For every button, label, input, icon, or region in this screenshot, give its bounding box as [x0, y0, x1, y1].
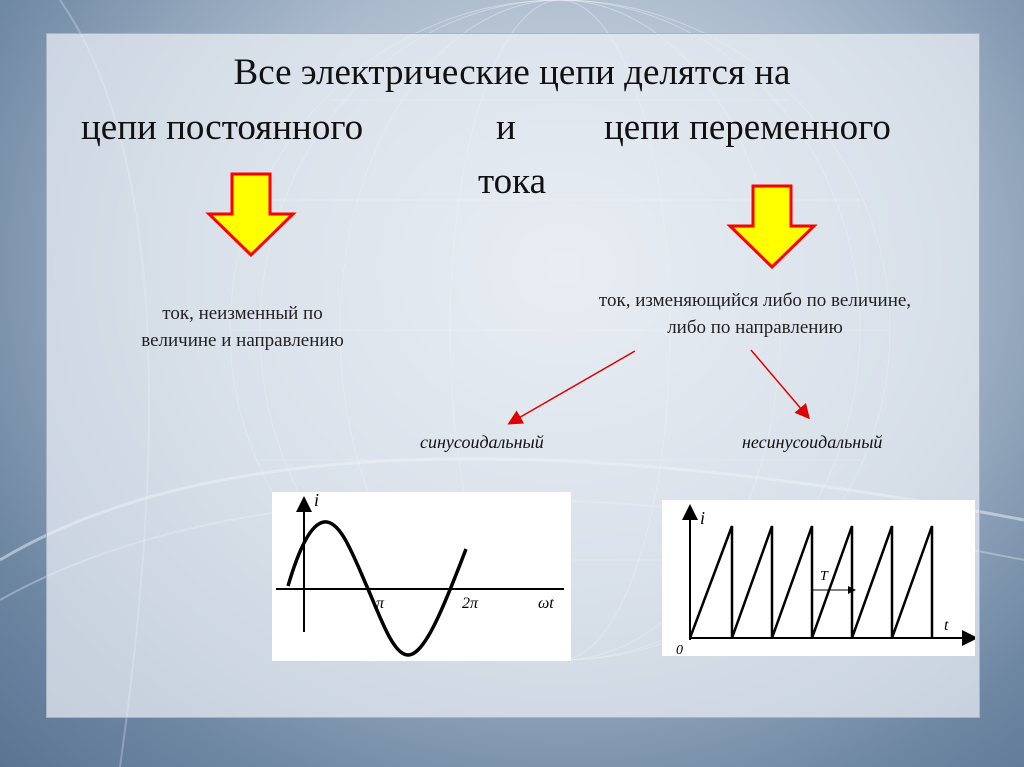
title-dc-circuits: цепи постоянного [81, 107, 364, 148]
title-conjunction: и [496, 107, 516, 148]
arrow-down-icon [205, 172, 297, 258]
sine-x-label: ωt [538, 595, 554, 612]
sinusoidal-label: синусоидальный [420, 432, 544, 452]
sine-tick-pi: π [376, 595, 385, 612]
sine-y-label: i [314, 492, 320, 510]
dc-description-line1: ток, неизменный по [162, 303, 323, 324]
title-ac-circuits: цепи переменного [604, 107, 891, 148]
saw-period-label: T [820, 569, 828, 584]
ac-description-line2: либо по направлению [667, 317, 843, 338]
saw-x-label: t [944, 617, 949, 634]
title-line-1: Все электрические цепи делятся на [233, 52, 791, 93]
title-line-3: тока [477, 161, 547, 202]
saw-origin-label: 0 [676, 643, 683, 656]
ac-description-line1: ток, изменяющийся либо по величине, [598, 290, 912, 311]
ac-description [520, 287, 990, 341]
sawtooth-wave [690, 526, 932, 638]
nonsinusoidal-label: несинусоидальный [742, 432, 883, 452]
dc-description-line2: величине и направлению [141, 330, 344, 351]
arrow-down-icon [726, 184, 818, 270]
saw-y-label: i [700, 508, 706, 528]
sine-graph [272, 492, 571, 661]
sine-tick-2pi: 2π [462, 595, 479, 612]
dc-description [100, 300, 385, 354]
sawtooth-graph [662, 500, 975, 656]
